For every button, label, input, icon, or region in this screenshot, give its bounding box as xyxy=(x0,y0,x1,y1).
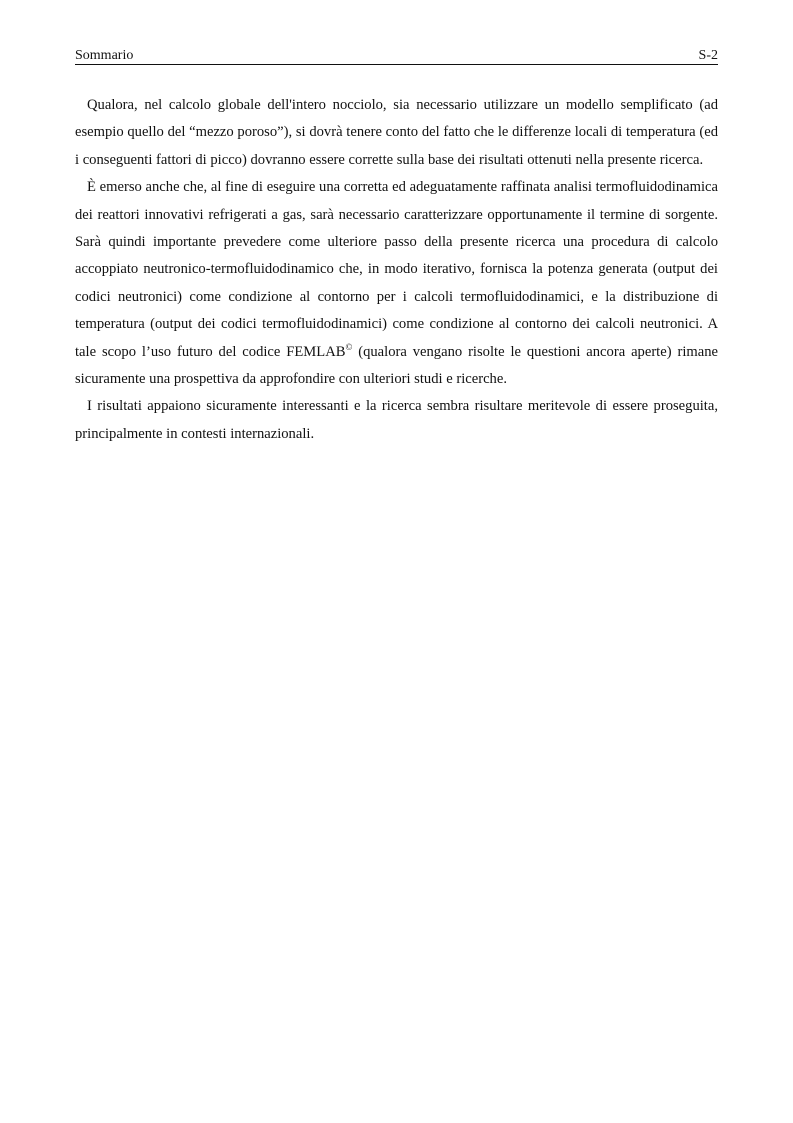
paragraph-2-text-b: (qualora vengano risolte le questioni ancora aperte) rimane sicuramente una prospettiva da approfondire con ulteriori studi e ricerche. xyxy=(75,343,718,388)
paragraph-2 xyxy=(75,174,718,393)
paragraph-2-text-a: È emerso anche che, al fine di eseguire una corretta ed adeguatamente raffinata analisi termofluidodinamica dei reattori innovativi refrigerati a gas, sarà necessario caratterizzare opportunamente il termine di sorgente. Sarà quindi importante prevedere come ulteriore passo della presente ricerca una procedura di calcolo accoppiato neutronico-termofluidodinamico che, in modo iterativo, fornisca la potenza generata (output dei codici neutronici) come condizione al contorno per i calcoli termofluidodinamici, e la distribuzione di temperatura (output dei codici termofluidodinamici) come condizione al contorno dei calcoli neutronici. A tale scopo l’uso futuro del codice FEMLAB xyxy=(75,179,718,360)
paragraph-3: I risultati appaiono sicuramente interessanti e la ricerca sembra risultare meritevole di essere proseguita, principalmente in contesti internazionali. xyxy=(75,398,718,442)
copyright-mark: © xyxy=(345,341,353,352)
running-header xyxy=(75,48,718,65)
section-title: Sommario xyxy=(75,48,134,63)
body-text xyxy=(75,92,718,448)
page-number: S-2 xyxy=(698,48,718,63)
paragraph-1: Qualora, nel calcolo globale dell'intero nocciolo, sia necessario utilizzare un modello semplificato (ad esempio quello del “mezzo poroso”), si dovrà tenere conto del fatto che le differenze locali di temperatura (ed i conseguenti fattori di picco) dovranno essere corrette sulla base dei risultati ottenuti nella presente ricerca. xyxy=(75,97,718,168)
